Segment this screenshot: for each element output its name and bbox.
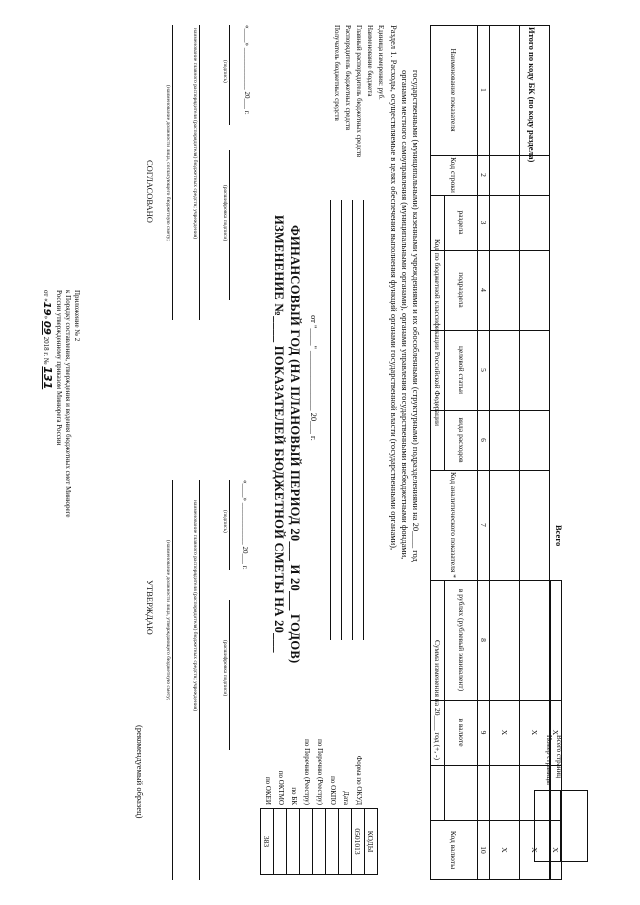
appendix-date-day: 19 xyxy=(41,301,52,316)
code-row-value: 383 xyxy=(260,808,273,875)
field-underline xyxy=(352,200,353,640)
approve-position-line xyxy=(172,480,173,880)
column-number: 1 xyxy=(479,88,489,92)
x-mark: X xyxy=(500,847,510,853)
column-number: 5 xyxy=(479,368,489,372)
column-number: 10 xyxy=(479,846,489,854)
col-header-article: целевой статьи xyxy=(457,345,466,395)
field-underline xyxy=(341,200,342,640)
code-row-label: по Перечню (Реестру) xyxy=(316,739,324,805)
agreed-org-caption: наименование главного распорядителя (распорядителя) бюджетных средств; учреждения) xyxy=(192,28,198,240)
col-header-code: Код строки xyxy=(449,157,459,193)
approve-decode-line xyxy=(229,600,230,750)
agreed-sign-caption: (подпись) xyxy=(222,60,228,83)
column-number: 6 xyxy=(479,438,489,442)
code-row-value xyxy=(338,808,351,875)
field-underline xyxy=(330,200,331,640)
x-mark: X xyxy=(500,729,510,736)
col-header-currency: в валюте xyxy=(457,718,466,747)
column-number: 9 xyxy=(479,730,489,735)
code-row-value xyxy=(273,808,286,875)
x-mark: X xyxy=(551,729,561,736)
approve-sign-line xyxy=(229,480,230,570)
col-header-name: Наименование показателя xyxy=(449,48,459,132)
document-heading-line1: ИЗМЕНЕНИЕ №____ ПОКАЗАТЕЛЕЙ БЮДЖЕТНОЙ СМЕТЫ НА 20___ xyxy=(272,215,286,653)
section-title-line1: Раздел 1. Расходы, осуществляемые в целях обеспечения выполнения функций органами государственной власти (государственными органами), xyxy=(389,25,399,551)
appendix-order-number: 131 xyxy=(41,366,54,390)
appendix-line2: к Порядку составления, утверждения и ведения бюджетных смет Минюреге xyxy=(64,290,72,518)
pages-total-label: Всего страниц xyxy=(555,735,563,779)
code-row-value xyxy=(325,808,338,875)
codes-header: КОДЫ xyxy=(364,808,378,875)
code-row-value xyxy=(286,808,299,875)
x-mark: X xyxy=(551,847,561,853)
agreed-sign-line xyxy=(229,25,230,125)
appendix-line3: России утвержденному приказом Минюрега России xyxy=(55,290,63,446)
appendix-date-line: от «19» 09 2018 г. № 131 xyxy=(41,290,54,390)
code-row-label: по ОКЕИ xyxy=(264,776,272,805)
code-row-value: 0501013 xyxy=(351,808,364,875)
agreed-title: СОГЛАСОВАНО xyxy=(145,160,155,223)
field-label: Главный распорядитель бюджетных средств xyxy=(355,25,363,158)
approve-date: «____» ____________ 20___ г. xyxy=(241,480,249,570)
appendix-date-prefix: от « xyxy=(42,290,50,302)
total-by-bk-label: Итого по коду БК (по коду раздела) xyxy=(527,27,537,163)
code-row-label: по ОКТМО xyxy=(277,770,285,805)
column-number: 8 xyxy=(479,638,489,642)
approve-org-caption: наименование главного распорядителя (распорядителя) бюджетных средств; учреждения) xyxy=(192,500,198,712)
section-title-line2: органами местного самоуправления (муниципальными органами), органами управления государственными внебюджетными фондами, xyxy=(400,70,410,560)
agreed-decode-line xyxy=(229,150,230,300)
col-header-currency-code: Код валюты xyxy=(449,830,459,870)
column-number: 7 xyxy=(479,523,489,527)
field-label: Распорядитель бюджетных средств xyxy=(344,25,352,131)
column-number: 4 xyxy=(479,288,489,292)
page-info-divider xyxy=(560,790,561,862)
document-heading-date: от "____" ______________ 20___ г. xyxy=(309,315,319,441)
appendix-line1: Приложение № 2 xyxy=(73,290,81,342)
col-header-expense: вида расходов xyxy=(457,417,466,463)
code-row-label: по Перечню (Реестру) xyxy=(303,739,311,805)
code-row-label: Дата xyxy=(342,791,350,805)
page-number-label: Номер страницы xyxy=(545,735,553,786)
col-header-section: раздела xyxy=(457,210,466,235)
approve-position-caption: (наименование должности лица, утверждающего бюджетную смету; xyxy=(165,540,171,701)
approve-org-line xyxy=(199,480,200,880)
x-mark: X xyxy=(530,729,540,736)
code-row-label: Форма по ОКУД xyxy=(355,755,363,805)
col-header-analytic: Код аналитического показателя * xyxy=(449,472,459,578)
field-label: Наименование бюджета xyxy=(366,25,374,97)
col-header-rub: в рублях (рублевый эквивалент) xyxy=(457,588,466,692)
appendix-date-month: 09 xyxy=(41,320,52,335)
section-title-line3: государственными (муниципальными) казенными учреждениями и их обособленными (структурными) подразделениями на 20____ год xyxy=(411,70,421,562)
document-heading-line2: ФИНАНСОВЫЙ ГОД (НА ПЛАНОВЫЙ ПЕРИОД 20___ И 20___ ГОДОВ) xyxy=(288,225,302,664)
agreed-date: «____» ____________ 20___ г. xyxy=(243,25,251,115)
field-label: Единица измерения: руб. xyxy=(377,25,385,100)
field-label: Получатель бюджетных средств xyxy=(333,25,341,121)
grand-total-label: Всего xyxy=(554,525,564,547)
agreed-decode-caption: (расшифровка подписи) xyxy=(222,185,228,242)
col-header-bk: Код по бюджетной классификации Российской Федерации xyxy=(433,239,442,426)
column-number: 2 xyxy=(479,173,489,177)
code-row-label: по ОКПО xyxy=(329,776,337,805)
field-underline xyxy=(363,200,364,640)
col-header-sum: Сумма изменения на 20____ год (+, -) xyxy=(433,640,442,760)
approve-decode-caption: (расшифровка подписи) xyxy=(222,640,228,697)
column-number: 3 xyxy=(479,220,489,225)
page-info-box xyxy=(534,790,588,862)
col-header-subsection: подраздела xyxy=(457,272,466,308)
recommended-sample: (рекомендуемый образец) xyxy=(135,725,145,819)
table-col-line xyxy=(430,765,550,766)
approve-title: УТВЕРЖДАЮ xyxy=(145,580,155,635)
approve-sign-caption: (подпись) xyxy=(222,510,228,533)
appendix-date-year: 2018 г. № xyxy=(42,336,50,365)
code-row-value xyxy=(312,808,325,875)
agreed-position-line xyxy=(172,25,173,320)
code-row-label: по БК xyxy=(290,787,298,805)
code-row-value xyxy=(299,808,312,875)
x-mark: X xyxy=(530,847,540,853)
agreed-org-line xyxy=(199,25,200,320)
agreed-position-caption: (наименование должности лица, согласующего бюджетную смету; xyxy=(165,85,171,241)
